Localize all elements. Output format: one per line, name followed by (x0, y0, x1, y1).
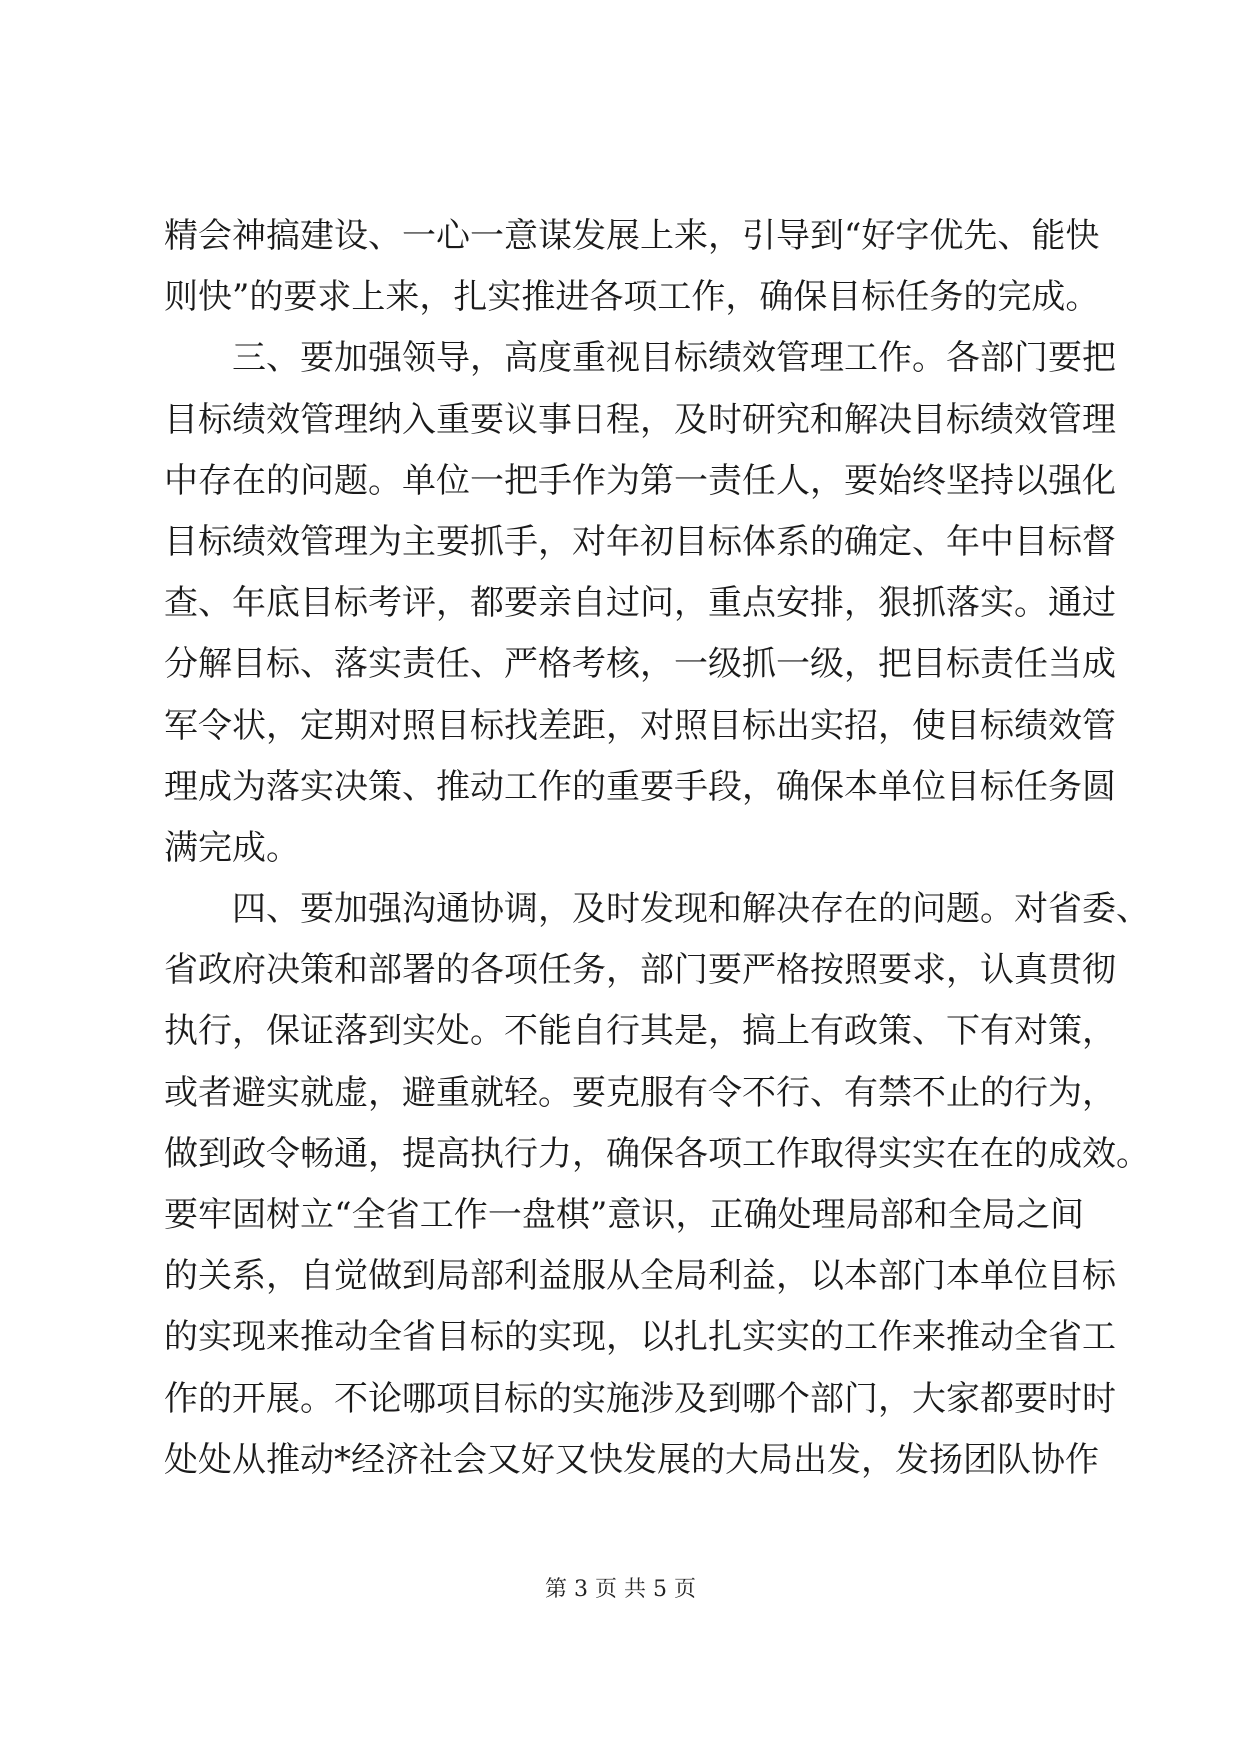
text-line: 四、要加强沟通协调，及时发现和解决存在的问题。对省委、 (164, 889, 1150, 930)
text-line: 或者避实就虚，避重就轻。要克服有令不行、有禁不止的行为， (164, 1072, 1116, 1113)
body-text (164, 206, 1150, 1491)
text-line: 军令状，定期对照目标找差距，对照目标出实招，使目标绩效管 (164, 705, 1116, 746)
text-line: 执行，保证落到实处。不能自行其是，搞上有政策、下有对策， (164, 1011, 1116, 1052)
text-line: 做到政令畅通，提高执行力，确保各项工作取得实实在在的成效。 (164, 1133, 1150, 1174)
text-line: 的关系，自觉做到局部利益服从全局利益，以本部门本单位目标 (164, 1256, 1116, 1297)
text-line: 的实现来推动全省目标的实现，以扎扎实实的工作来推动全省工 (164, 1317, 1116, 1358)
text-line: 查、年底目标考评，都要亲自过问，重点安排，狠抓落实。通过 (164, 583, 1116, 624)
text-line: 中存在的问题。单位一把手作为第一责任人，要始终坚持以强化 (164, 460, 1116, 501)
text-line: 精会神搞建设、一心一意谋发展上来，引导到“好字优先、能快 (164, 216, 1100, 256)
text-line: 则快”的要求上来，扎实推进各项工作，确保目标任务的完成。 (164, 277, 1100, 318)
text-line: 要牢固树立“全省工作一盘棋”意识，正确处理局部和全局之间 (164, 1195, 1084, 1235)
text-line: 省政府决策和部署的各项任务，部门要严格按照要求，认真贯彻 (164, 950, 1116, 991)
text-line: 处处从推动*经济社会又好又快发展的大局出发，发扬团队协作 (164, 1439, 1099, 1480)
text-line: 分解目标、落实责任、严格考核，一级抓一级，把目标责任当成 (164, 644, 1116, 685)
text-line: 理成为落实决策、推动工作的重要手段，确保本单位目标任务圆 (164, 766, 1116, 807)
text-line: 目标绩效管理为主要抓手，对年初目标体系的确定、年中目标督 (164, 521, 1116, 562)
text-line: 满完成。 (164, 827, 300, 868)
page-footer: 第 3 页 共 5 页 (545, 1577, 696, 1602)
text-line: 目标绩效管理纳入重要议事日程，及时研究和解决目标绩效管理 (164, 399, 1116, 440)
text-line: 三、要加强领导，高度重视目标绩效管理工作。各部门要把 (164, 338, 1116, 379)
text-line: 作的开展。不论哪项目标的实施涉及到哪个部门，大家都要时时 (164, 1378, 1116, 1419)
